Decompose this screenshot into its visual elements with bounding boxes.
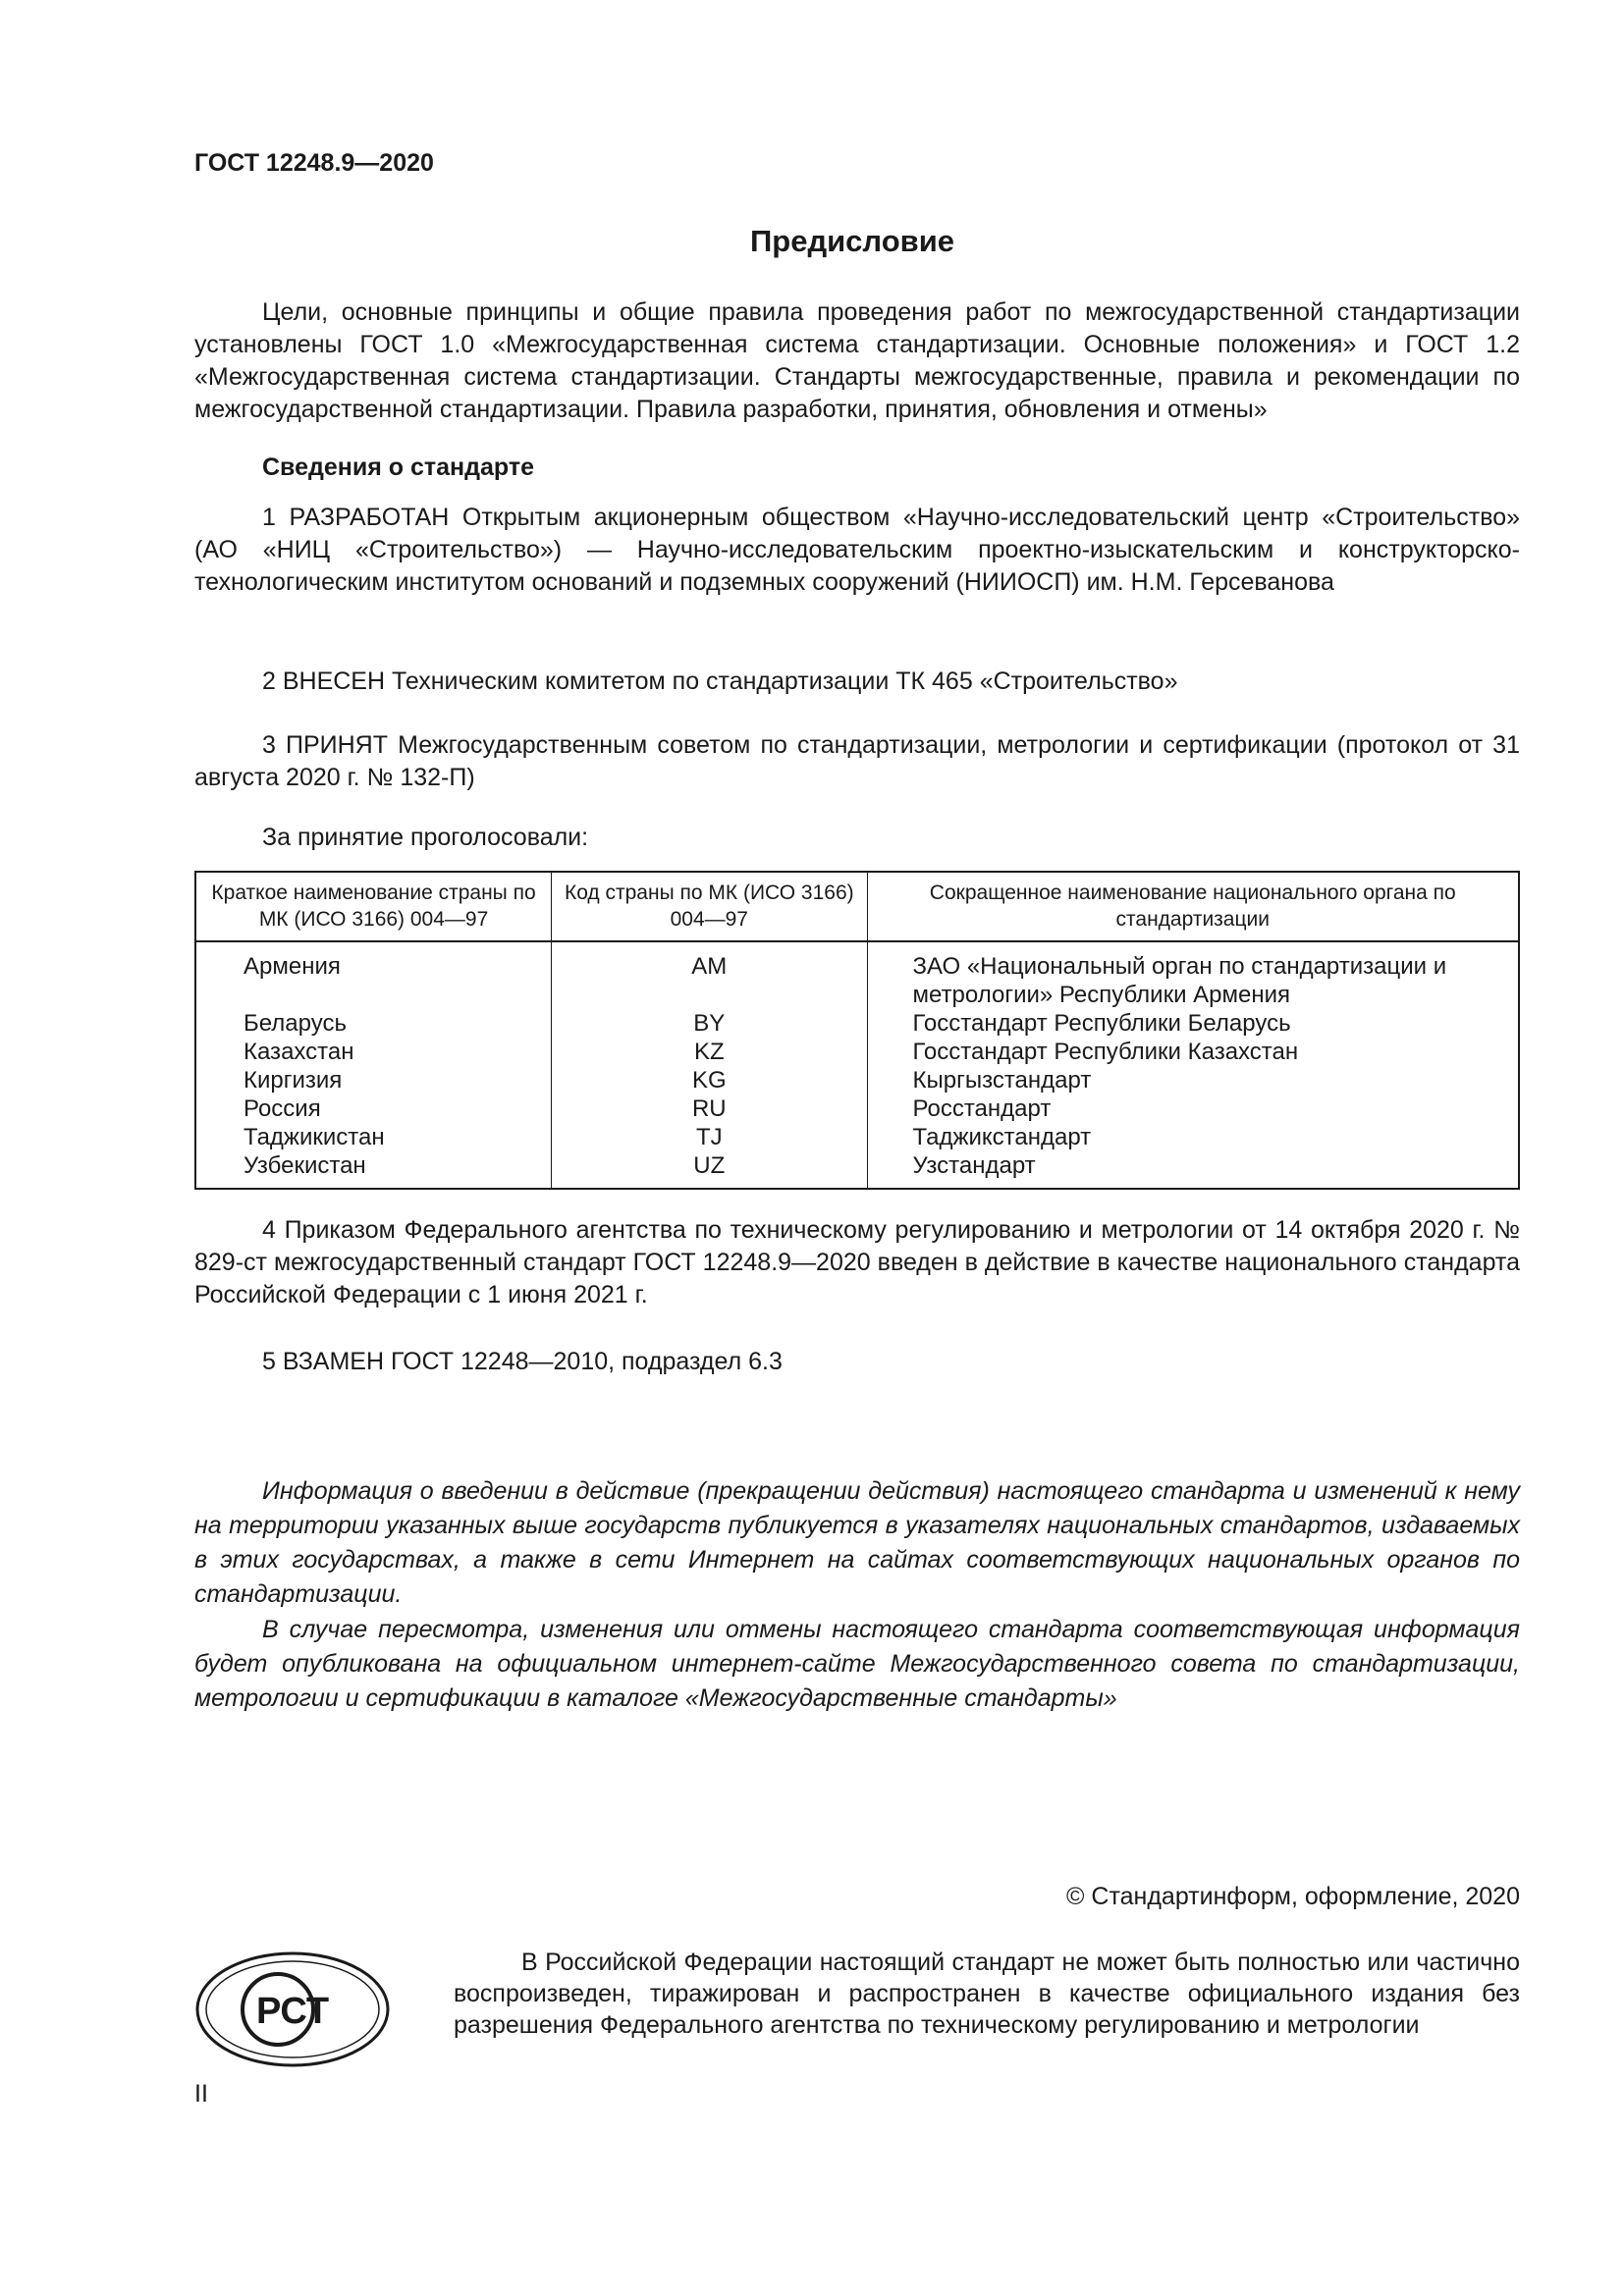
code-cell: BY [552, 1009, 867, 1038]
item-adopted: 3 ПРИНЯТ Межгосударственным советом по стандартизации, метрологии и сертификации (протокол от 31 августа 2020 г. № 132-П) [194, 731, 1520, 791]
svg-text:РСТ: РСТ [255, 1991, 330, 2032]
section-title: Сведения о стандарте [262, 454, 535, 481]
country-cell: Беларусь [195, 1009, 552, 1038]
table-row [195, 1066, 1519, 1095]
body-cell: Госстандарт Республики Казахстан [912, 1039, 1299, 1065]
item-order: 4 Приказом Федерального агентства по техническому регулированию и метрологии от 14 октября 2020 г. № 829-ст межгосударственный стандарт ГОСТ 12248.9—2020 введен в действие в качестве национального стандарта Российской Федерации с 1 июня 2021 г. [194, 1216, 1520, 1308]
document-id: ГОСТ 12248.9—2020 [194, 149, 434, 177]
item-submitted: 2 ВНЕСЕН Техническим комитетом по стандартизации ТК 465 «Строительство» [262, 667, 1178, 695]
code-cell: AM [552, 941, 867, 1009]
table-row [195, 941, 1519, 1009]
header-code: Код страны по МК (ИСО 3166) 004—97 [552, 872, 867, 941]
info-paragraph-2: В случае пересмотра, изменения или отмены настоящего стандарта соответствующая информация будет опубликована на официальном интернет-сайте Межгосударственного совета по стандартизации, метрологии и сертификации в каталоге «Межгосударственные стандарты» [194, 1616, 1520, 1712]
table-row [195, 1095, 1519, 1123]
code-cell: KZ [552, 1038, 867, 1066]
table-header-row [195, 872, 1519, 941]
code-cell: UZ [552, 1151, 867, 1189]
country-cell: Таджикистан [195, 1123, 552, 1151]
info-paragraph-1: Информация о введении в действие (прекращении действия) настоящего стандарта и изменений к нему на территории указанных выше государств публикуется в указателях национальных стандартов, издаваемых в этих государствах, а также в сети Интернет на сайтах соответствующих национальных органов по стандартизации. [194, 1477, 1520, 1608]
header-country: Краткое наименование страны по МК (ИСО 3166) 004—97 [195, 872, 552, 941]
code-cell: TJ [552, 1123, 867, 1151]
table-row [195, 1151, 1519, 1189]
header-body: Сокращенное наименование национального органа по стандартизации [867, 872, 1519, 941]
intro-paragraph: Цели, основные принципы и общие правила проведения работ по межгосударственной стандартизации установлены ГОСТ 1.0 «Межгосударственная система стандартизации. Основные положения» и ГОСТ 1.2 «Межгосударственная система стандартизации. Стандарты межгосударственные, правила и рекомендации по межгосударственной стандартизации. Правила разработки, принятия, обновления и отмены» [194, 298, 1520, 423]
table-row [195, 1009, 1519, 1038]
code-cell: RU [552, 1095, 867, 1123]
country-cell: Узбекистан [195, 1151, 552, 1189]
country-cell: Армения [195, 941, 552, 1009]
table-row [195, 1123, 1519, 1151]
code-cell: KG [552, 1066, 867, 1095]
pct-certification-logo-icon [194, 1950, 391, 2077]
body-cell: Росстандарт [912, 1095, 1052, 1122]
rf-notice: В Российской Федерации настоящий стандарт не может быть полностью или частично воспроизведен, тиражирован и распространен в качестве официального издания без разрешения Федерального агентства по техническому регулированию и метрологии [454, 1949, 1520, 2039]
body-cell: Кыргызстандарт [912, 1067, 1092, 1094]
item-replaces: 5 ВЗАМЕН ГОСТ 12248—2010, подраздел 6.3 [262, 1348, 783, 1375]
item-developed: 1 РАЗРАБОТАН Открытым акционерным обществом «Научно-исследовательский центр «Строительство» (АО «НИЦ «Строительство») — Научно-исследовательским проектно-изыскательским и конструкторско-технологическим институтом оснований и подземных сооружений (НИИОСП) им. Н.М. Герсеванова [194, 504, 1520, 596]
country-cell: Киргизия [195, 1066, 552, 1095]
table-row [195, 1038, 1519, 1066]
body-cell: ЗАО «Национальный орган по стандартизации и метрологии» Республики Армения [912, 953, 1447, 1008]
body-cell: Узстандарт [912, 1152, 1036, 1179]
body-cell: Госстандарт Республики Беларусь [912, 1010, 1291, 1037]
country-cell: Россия [195, 1095, 552, 1123]
voted-label: За принятие проголосовали: [262, 824, 589, 851]
country-cell: Казахстан [195, 1038, 552, 1066]
voting-table [194, 871, 1520, 1190]
page-number: II [194, 2080, 208, 2108]
body-cell: Таджикстандарт [912, 1124, 1092, 1150]
copyright: © Стандартинформ, оформление, 2020 [1066, 1883, 1520, 1910]
page-title: Предисловие [749, 224, 954, 258]
